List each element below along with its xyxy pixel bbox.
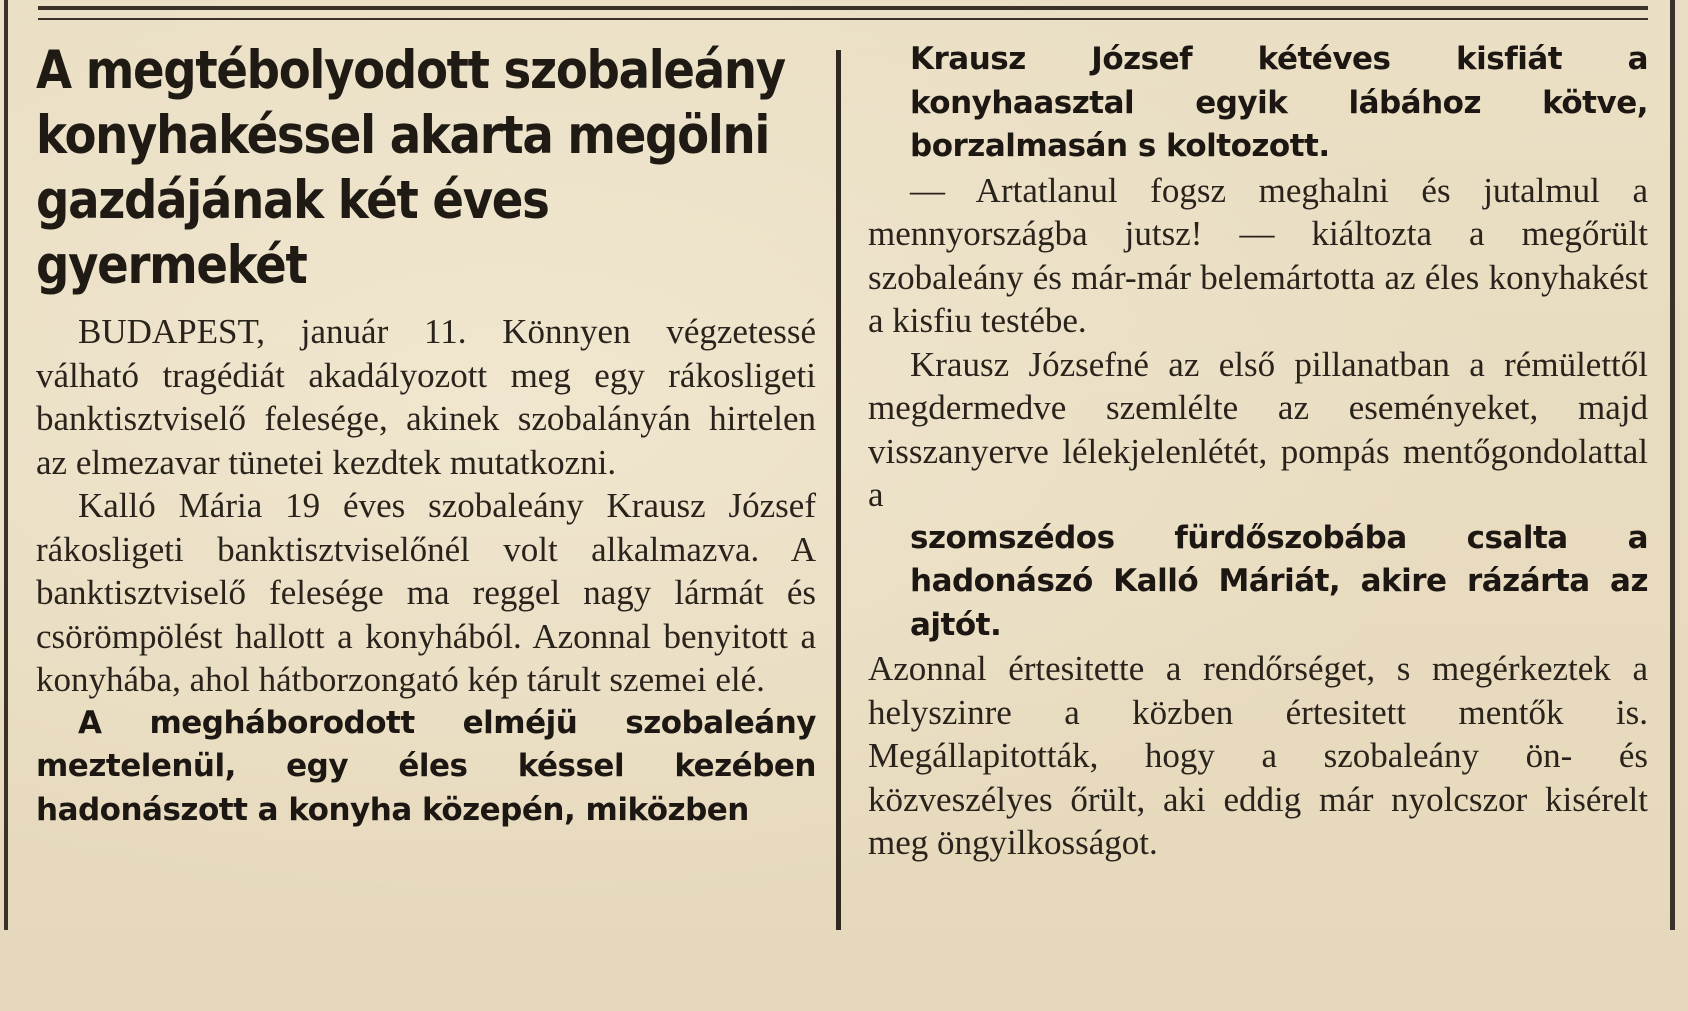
left-column-text	[36, 310, 816, 832]
paragraph-2: Kalló Mária 19 éves szobaleány Krausz József rákosligeti banktisztviselőnél volt alkalmazva. A banktisztviselő felesége ma reggel nagy lármát és csörömpölést hallott a konyhából. Azonnal benyitott a konyhába, ahol hátborzongató kép tárult szemei elé.	[36, 486, 816, 699]
lead-paragraph: BUDAPEST, január 11. Könnyen végzetessé válható tragédiát akadályozott meg egy rákosligeti banktisztviselő felesége, akinek szobalányán hirtelen az elmezavar tünetei kezdtek mutatkozni.	[36, 312, 816, 482]
right-column-rule	[1670, 0, 1675, 930]
right-column	[868, 38, 1648, 865]
article-headline: A megtébolyodott szobaleány konyhakéssel akarta megölni gazdájának két éves gyermekét	[36, 40, 785, 296]
left-column	[36, 38, 816, 832]
column-divider	[836, 50, 841, 930]
closing-paragraph: Azonnal értesitette a rendőrséget, s megérkeztek a helyszinre a közben értesitett mentők is. Megállapitották, hogy a szobaleány ön- és közveszélyes őrült, aki eddig már nyolcszor kisérelt meg öngyilkosságot.	[868, 649, 1648, 862]
right-column-text	[868, 38, 1648, 865]
top-rule	[38, 6, 1648, 20]
bold-paragraph-5: szomszédos fürdőszobába csalta a hadonászó Kalló Máriát, akire rázárta az ajtót.	[910, 519, 1648, 643]
quote-paragraph: — Artatlanul fogsz meghalni és jutalmul a mennyországba jutsz! — kiáltozta a megőrült szobaleány és már-már belemártotta az éles konyhakést a kisfiu testébe.	[868, 170, 1648, 340]
paragraph-4: Krausz Józsefné az első pillanatban a rémülettől megdermedve szemlélte az eseményeket, majd visszanyerve lélekjelenlétét, pompás mentőgondolattal a	[868, 344, 1648, 514]
bold-paragraph-3: A megháborodott elméjü szobaleány meztelenül, egy éles késsel kezében hadonászott a konyha közepén, miközben	[36, 704, 816, 828]
bold-paragraph-continued: Krausz József kétéves kisfiát a konyhaasztal egyik lábához kötve, borzalmasán s koltozott.	[910, 41, 1648, 164]
left-column-rule	[4, 0, 8, 930]
